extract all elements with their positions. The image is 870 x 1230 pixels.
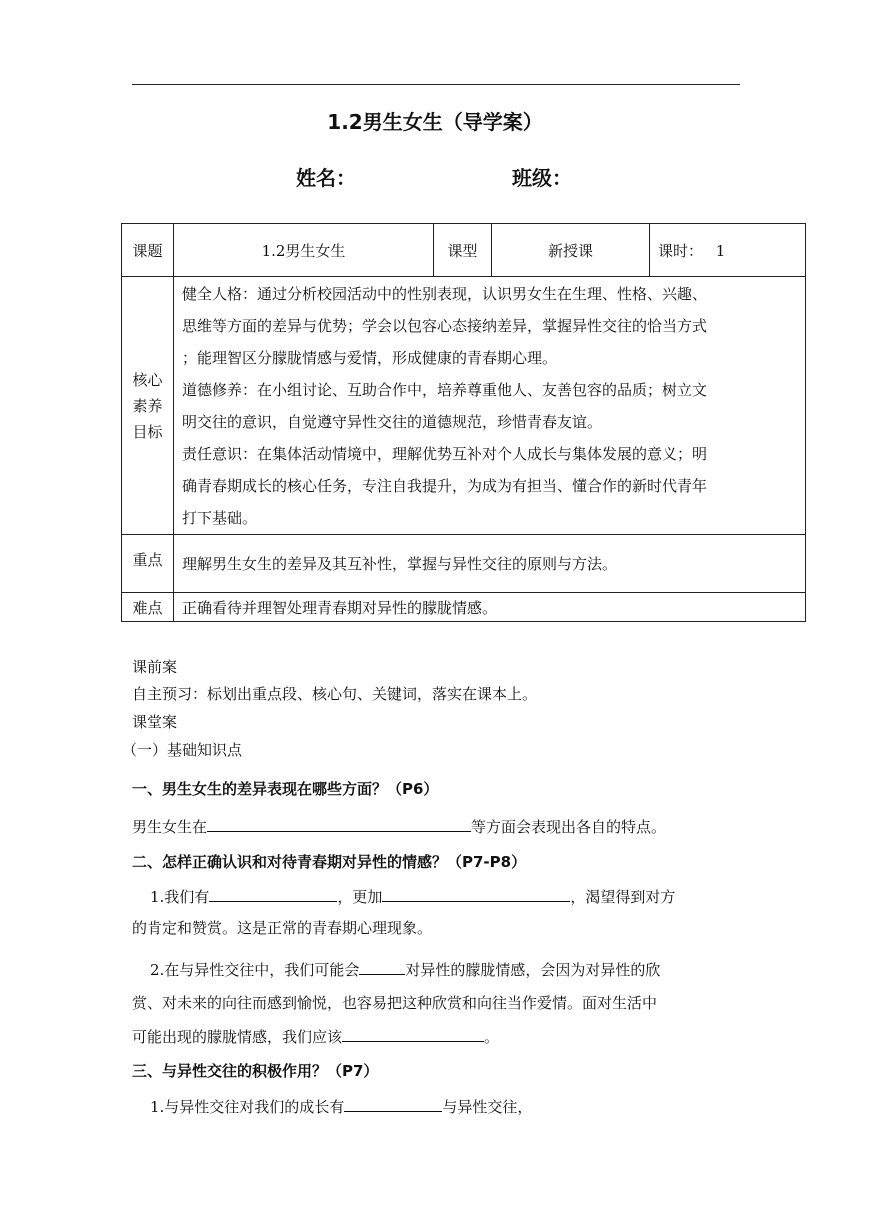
answer-blank[interactable] (344, 1095, 442, 1112)
type-value: 新授课 (492, 224, 650, 277)
in-class-heading: 课堂案 (132, 713, 178, 731)
table-row (122, 224, 806, 277)
lesson-info-table (121, 223, 806, 622)
topic-label: 课题 (122, 224, 174, 277)
question-1: 一、男生女生的差异表现在哪些方面？（P6） (132, 780, 439, 798)
type-label: 课型 (434, 224, 492, 277)
preview-text: 自主预习：标划出重点段、核心句、关键词，落实在课本上。 (132, 685, 538, 703)
class-label: 班级： (512, 166, 572, 190)
topic-value: 1.2男生女生 (174, 224, 434, 277)
hard-value: 正确看待并理智处理青春期对异性的朦胧情感。 (174, 593, 806, 622)
answer-blank[interactable] (209, 885, 337, 902)
question-2-item-1-cont: 的肯定和赞赏。这是正常的青春期心理现象。 (132, 919, 433, 937)
name-label: 姓名： (296, 166, 356, 190)
hours-value: 1 (715, 241, 726, 260)
goals-label: 核心 素养 目标 (122, 277, 174, 535)
question-2-item-2: 2.在与异性交往中，我们可能会 对异性的朦胧情感，会因为对异性的欣 (150, 958, 660, 980)
question-2-item-2-cont2: 可能出现的朦胧情感，我们应该 。 (132, 1025, 499, 1047)
hours-cell (650, 224, 806, 277)
question-2: 二、怎样正确认识和对待青春期对异性的情感？（P7-P8） (132, 853, 527, 871)
answer-blank[interactable] (359, 958, 405, 975)
answer-blank[interactable] (342, 1025, 484, 1042)
question-2-item-2-cont: 赏、对未来的向往而感到愉悦，也容易把这种欣赏和向往当作爱情。面对生活中 (132, 994, 658, 1012)
question-1-answer: 男生女生在 等方面会表现出各自的特点。 (132, 815, 666, 837)
basic-knowledge-heading: （一）基础知识点 (122, 741, 243, 759)
hard-label: 难点 (122, 593, 174, 622)
document-title: 1.2男生女生（导学案） (327, 110, 543, 134)
table-row (122, 593, 806, 622)
goals-text: 健全人格：通过分析校园活动中的性别表现，认识男女生在生理、性格、兴趣、 思维等方面的差异与优势；学会以包容心态接纳差异，掌握异性交往的恰当方式 ；能理智区分朦胧情感与爱情，形成健康的青春期心理。 道德修养：在小组讨论、互助合作中，培养尊重他人、友善包容的品质；树立文 明交往的意识，自觉遵守异性交往的道德规范，珍惜青春友谊。 责任意识：在集体活动情境中，理解优势互补对个人成长与集体发展的意义；明 确青春期成长的核心任务，专注自我提升，为成为有担当、懂合作的新时代青年 打下基础。 (174, 277, 806, 535)
answer-blank[interactable] (207, 815, 471, 832)
table-row (122, 277, 806, 535)
question-3: 三、与异性交往的积极作用？（P7） (132, 1062, 379, 1080)
question-2-item-1: 1.我们有 ，更加 ，渴望得到对方 (150, 885, 675, 907)
key-label: 重点 (122, 535, 174, 593)
table-row (122, 535, 806, 593)
question-3-item-1: 1.与异性交往对我们的成长有 与异性交往， (150, 1095, 532, 1117)
key-value: 理解男生女生的差异及其互补性，掌握与异性交往的原则与方法。 (174, 535, 806, 593)
pre-class-heading: 课前案 (132, 658, 178, 676)
header-rule (132, 84, 740, 85)
hours-label: 课时： (658, 241, 704, 260)
answer-blank[interactable] (382, 885, 570, 902)
